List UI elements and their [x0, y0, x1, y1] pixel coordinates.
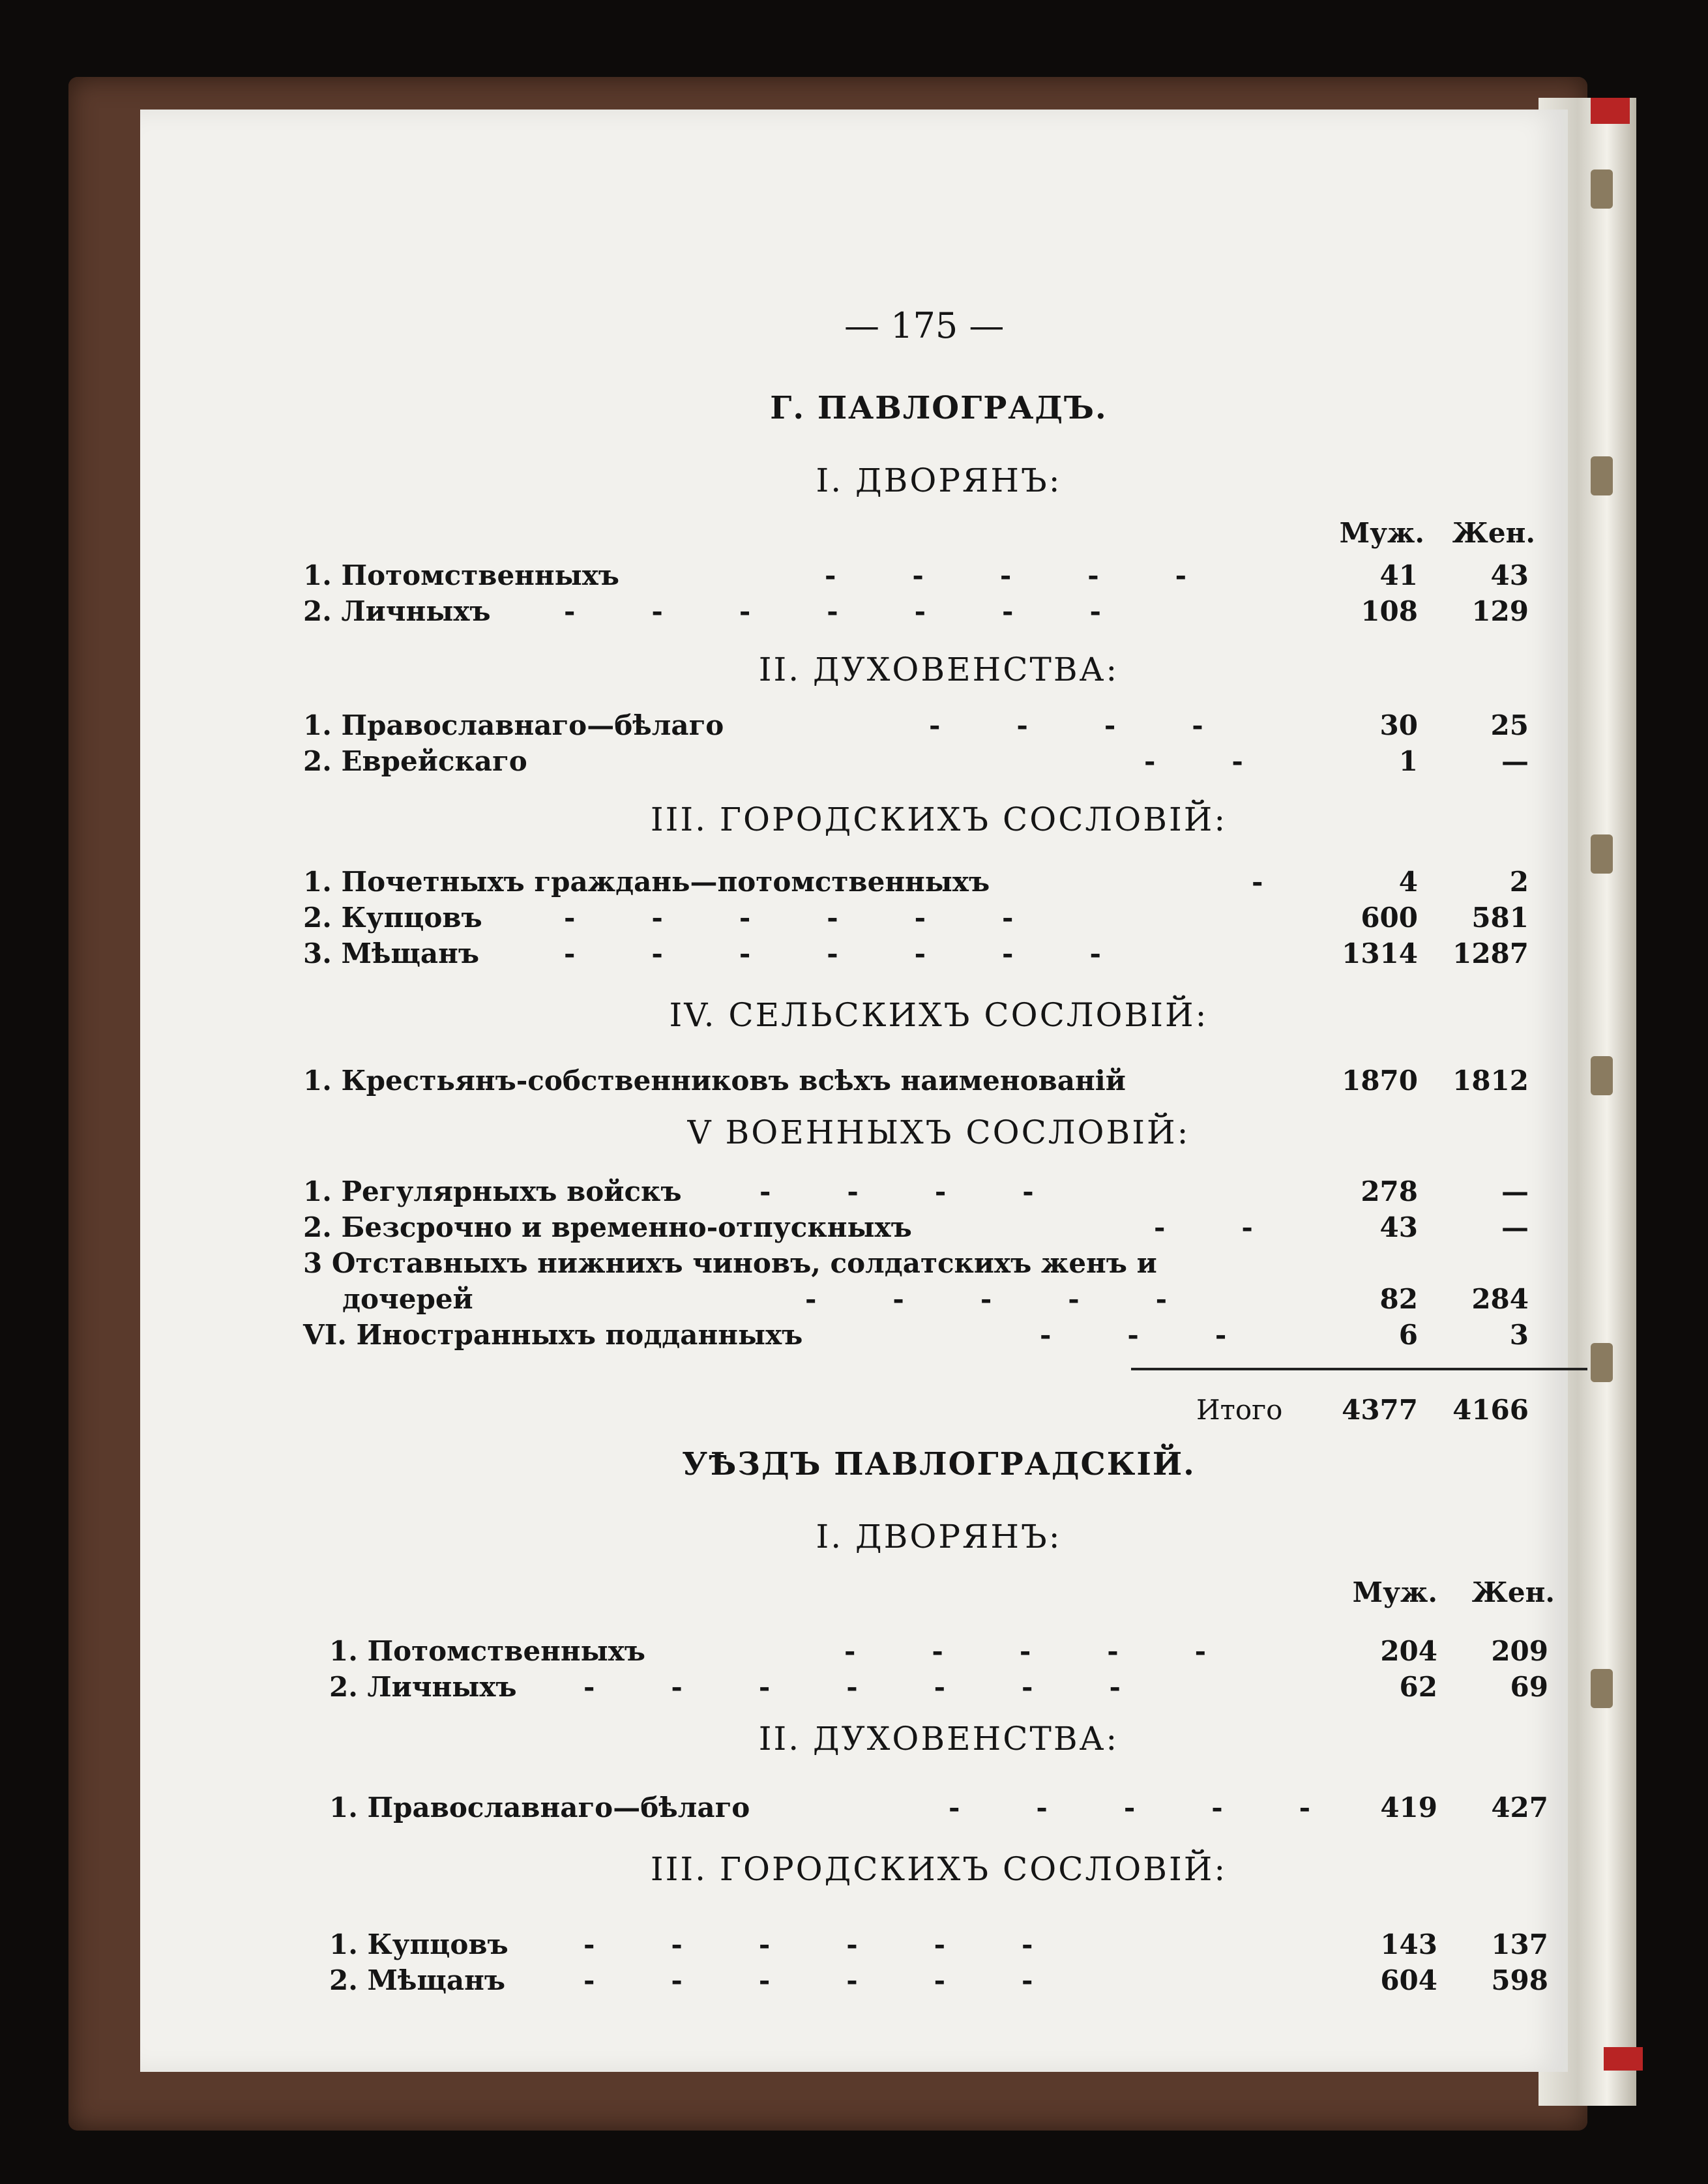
- section-heading: I. ДВОРЯНЪ:: [816, 462, 1062, 499]
- binding-stitch: [1591, 1056, 1613, 1095]
- table-row: 2. Безсрочно и временно-отпускныхъ - - 43 —: [303, 1211, 1529, 1243]
- table-row: 1. Православнаго—бѣлаго - - - - 30 25: [303, 709, 1529, 741]
- section-heading: II. ДУХОВЕНСТВА:: [758, 651, 1119, 688]
- section-heading: III. ГОРОДСКИХЪ СОСЛОВІЙ:: [650, 801, 1228, 838]
- page-number: — 175 —: [844, 305, 1005, 346]
- district-title: УѢЗДЪ ПАВЛОГРАДСКІЙ.: [682, 1446, 1196, 1483]
- book-page: [140, 110, 1568, 2072]
- table-row: 1. Почетныхъ граждань—потомственныхъ - 4 2: [303, 866, 1529, 898]
- column-male-header: Муж.: [1339, 517, 1424, 549]
- table-row: 2. Купцовъ - - - - - - 600 581: [303, 902, 1529, 934]
- page-text: [303, 305, 1574, 2065]
- table-row: 1. Потомственныхъ - - - - - 41 43: [303, 559, 1529, 591]
- binding-stitch: [1591, 1669, 1613, 1708]
- table-row: 1. Купцовъ - - - - - - 143 137: [329, 1928, 1548, 1960]
- bookmark-thread-top: [1591, 98, 1630, 124]
- table-row: 1. Православнаго—бѣлаго - - - - - 419 427: [329, 1792, 1548, 1823]
- table-row: дочерей - - - - - 82 284: [342, 1283, 1529, 1315]
- table-row: 2. Личныхъ - - - - - - - 62 69: [329, 1671, 1548, 1703]
- table-row: 2. Мѣщанъ - - - - - - 604 598: [329, 1964, 1548, 1996]
- table-row: 3 Отставныхъ нижнихъ чиновъ, солдатскихъ женъ и: [303, 1247, 1157, 1279]
- binding-stitch: [1591, 170, 1613, 209]
- table-row: 1. Потомственныхъ - - - - - 204 209: [329, 1635, 1548, 1667]
- table-row: 3. Мѣщанъ - - - - - - - 1314 1287: [303, 937, 1529, 969]
- table-row: 1. Крестьянъ-собственниковъ всѣхъ наименованій 1870 1812: [303, 1065, 1529, 1097]
- table-row: 2. Еврейскаго - - 1 —: [303, 745, 1529, 777]
- section-heading: V ВОЕННЫХЪ СОСЛОВІЙ:: [687, 1114, 1190, 1151]
- binding-stitch: [1591, 834, 1613, 874]
- section-heading: IV. СЕЛЬСКИХЪ СОСЛОВІЙ:: [669, 996, 1209, 1034]
- section-heading: I. ДВОРЯНЪ:: [816, 1518, 1062, 1556]
- section-heading: II. ДУХОВЕНСТВА:: [758, 1720, 1119, 1758]
- column-female-header: Жен.: [1471, 1576, 1555, 1608]
- binding-stitch: [1591, 1343, 1613, 1382]
- total-rule: [1131, 1368, 1587, 1370]
- section-heading: III. ГОРОДСКИХЪ СОСЛОВІЙ:: [650, 1850, 1228, 1888]
- total-row: Итого 4377 4166: [1196, 1394, 1529, 1426]
- column-female-header: Жен.: [1452, 517, 1535, 549]
- bookmark-thread-bottom: [1604, 2047, 1643, 2071]
- table-row: VI. Иностранныхъ подданныхъ - - - 6 3: [303, 1319, 1529, 1351]
- column-male-header: Муж.: [1352, 1576, 1437, 1608]
- table-row: 2. Личныхъ - - - - - - - 108 129: [303, 595, 1529, 627]
- binding-stitch: [1591, 456, 1613, 495]
- table-row: 1. Регулярныхъ войскъ - - - - 278 —: [303, 1175, 1529, 1207]
- city-title: Г. ПАВЛОГРАДЪ.: [770, 390, 1108, 426]
